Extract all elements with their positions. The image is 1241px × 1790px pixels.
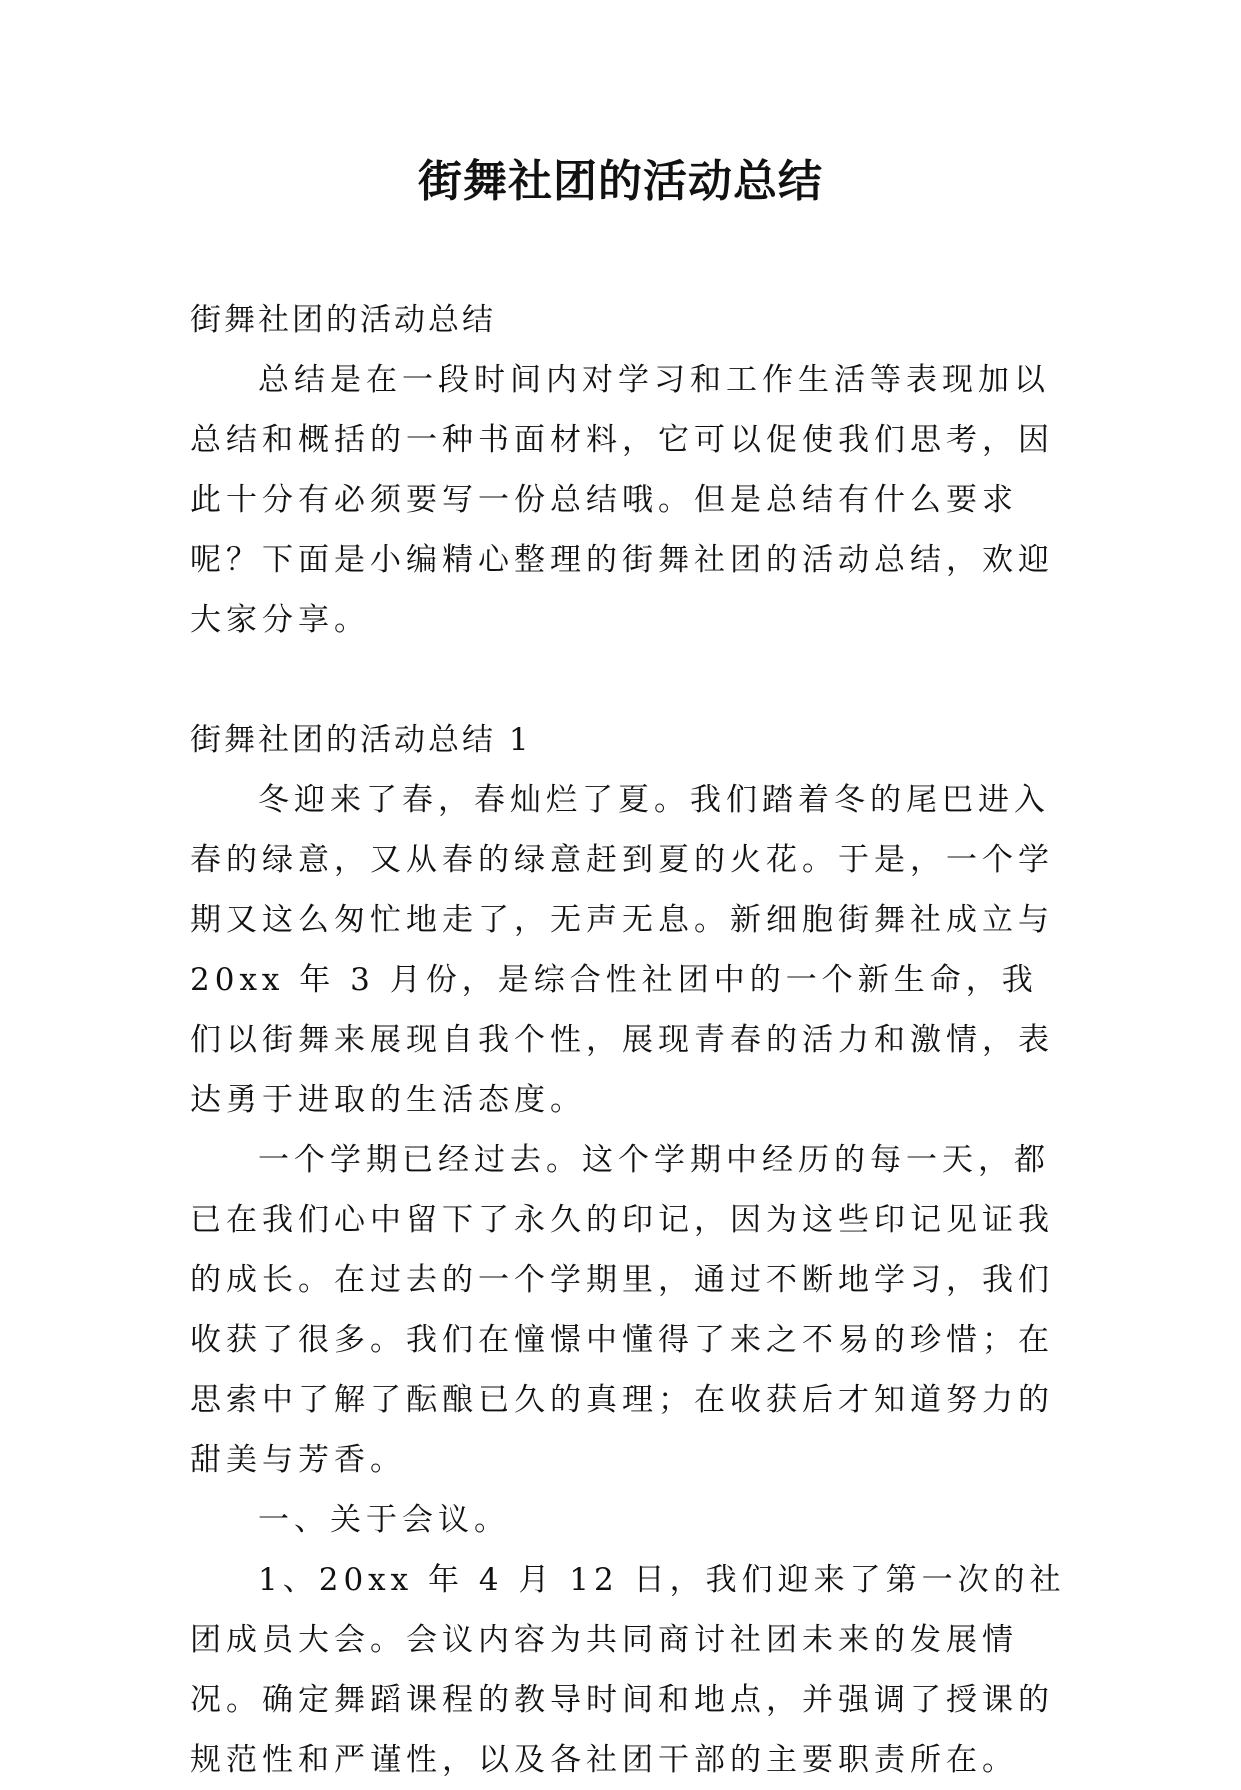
document-body bbox=[190, 290, 1070, 1790]
subsection-heading: 一、关于会议。 bbox=[258, 1502, 510, 1538]
intro-paragraph: 总结是在一段时间内对学习和工作生活等表现加以总结和概括的一种书面材料，它可以促使我们思考，因此十分有必须要写一份总结哦。但是总结有什么要求呢？下面是小编精心整理的街舞社团的活动总结，欢迎大家分享。 bbox=[190, 362, 1054, 638]
section-heading: 街舞社团的活动总结 1 bbox=[190, 722, 532, 758]
body-paragraph-3: 1、20xx 年 4 月 12 日，我们迎来了第一次的社团成员大会。会议内容为共同商讨社团未来的发展情况。确定舞蹈课程的教导时间和地点，并强调了授课的规范性和严谨性，以及各社团干部的主要职责所在。 bbox=[190, 1562, 1066, 1778]
body-paragraph-1: 冬迎来了春，春灿烂了夏。我们踏着冬的尾巴进入春的绿意，又从春的绿意赶到夏的火花。于是，一个学期又这么匆忙地走了，无声无息。新细胞街舞社成立与 20xx 年 3 月份，是综合性社团中的一个新生命，我们以街舞来展现自我个性，展现青春的活力和激情，表达勇于进取的生活态度。 bbox=[190, 782, 1054, 1118]
paragraph-spacer bbox=[190, 650, 1070, 710]
body-paragraph-2: 一个学期已经过去。这个学期中经历的每一天，都已在我们心中留下了永久的印记，因为这些印记见证我的成长。在过去的一个学期里，通过不断地学习，我们收获了很多。我们在憧憬中懂得了来之不易的珍惜；在思索中了解了酝酿已久的真理；在收获后才知道努力的甜美与芳香。 bbox=[190, 1142, 1054, 1478]
intro-heading: 街舞社团的活动总结 bbox=[190, 302, 496, 338]
document-title: 街舞社团的活动总结 bbox=[418, 156, 823, 207]
